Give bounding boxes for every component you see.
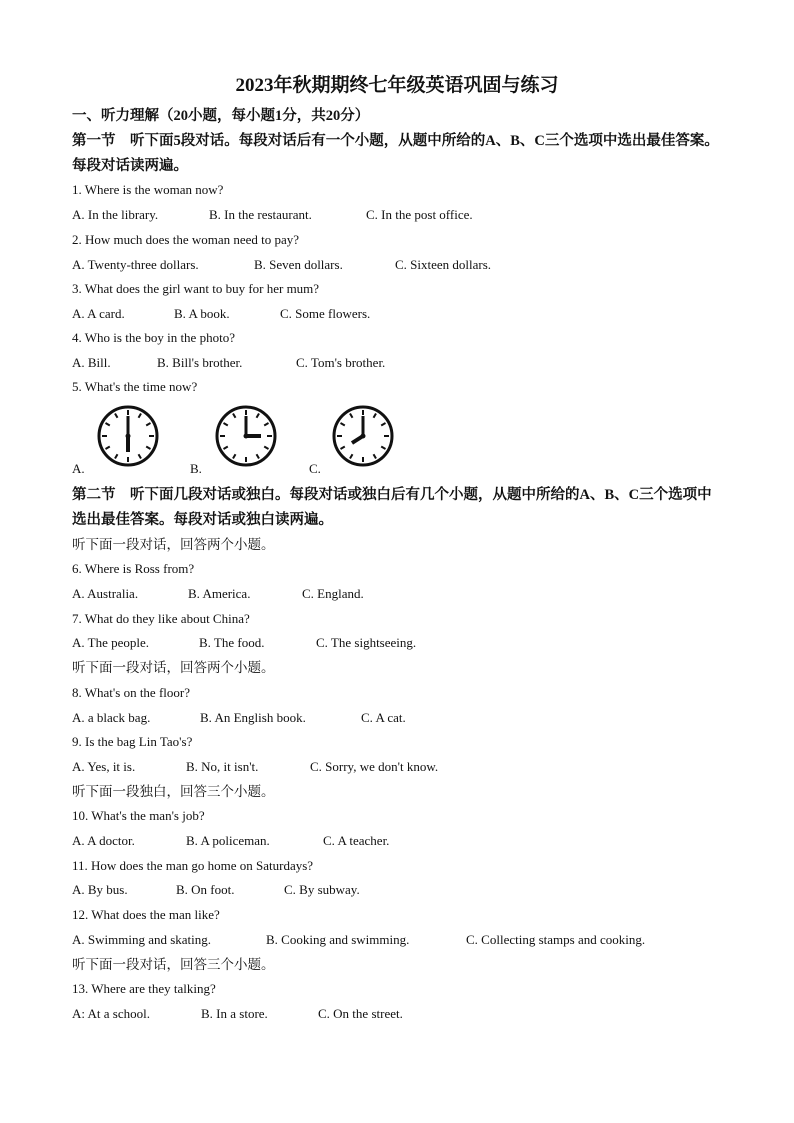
question-5: 5. What's the time now? <box>72 379 198 394</box>
option-c: C. Sorry, we don't know. <box>310 759 439 774</box>
question-3: 3. What does the girl want to buy for her mum? <box>72 281 320 296</box>
option-c: C. The sightseeing. <box>316 635 417 650</box>
option-b: B. No, it isn't. <box>186 759 259 774</box>
option-b: B. The food. <box>199 635 265 650</box>
option-a: A. Australia. <box>72 586 139 601</box>
option-b: B. Bill's brother. <box>157 355 243 370</box>
question-10: 10. What's the man's job? <box>72 808 205 823</box>
option-c: C. <box>309 461 321 476</box>
clock-icon-eight <box>332 405 394 467</box>
question-6: 6. Where is Ross from? <box>72 561 195 576</box>
option-a: A. a black bag. <box>72 710 151 725</box>
instruction: 听下面一段对话，回答两个小题。 <box>72 660 275 675</box>
question-2: 2. How much does the woman need to pay? <box>72 232 300 247</box>
option-b: B. A book. <box>174 306 230 321</box>
part-heading: 一、听力理解（20小题，每小题1分，共20分） <box>72 108 370 124</box>
option-c: C. England. <box>302 586 364 601</box>
option-c: C. A teacher. <box>323 833 390 848</box>
option-a: A: At a school. <box>72 1006 150 1021</box>
instruction: 听下面一段对话，回答三个小题。 <box>72 957 275 972</box>
option-c: C. A cat. <box>361 710 406 725</box>
option-c: C. Some flowers. <box>280 306 371 321</box>
option-b: B. Seven dollars. <box>254 257 343 272</box>
question-13: 13. Where are they talking? <box>72 981 216 996</box>
option-a: A. <box>72 461 85 476</box>
option-a: A. The people. <box>72 635 150 650</box>
clock-icon-three <box>215 405 277 467</box>
option-a: A. Yes, it is. <box>72 759 136 774</box>
clock-options <box>72 405 472 477</box>
instruction: 听下面一段独白，回答三个小题。 <box>72 784 275 799</box>
option-a: A. Bill. <box>72 355 111 370</box>
page-title: 2023年秋期期终七年级英语巩固与练习 <box>235 75 559 96</box>
question-11: 11. How does the man go home on Saturdays? <box>72 858 314 873</box>
option-c: C. By subway. <box>284 882 360 897</box>
option-a: A. A doctor. <box>72 833 135 848</box>
option-a: A. Twenty-three dollars. <box>72 257 199 272</box>
instruction: 听下面一段对话，回答两个小题。 <box>72 537 275 552</box>
option-c: C. Tom's brother. <box>296 355 386 370</box>
question-1: 1. Where is the woman now? <box>72 182 224 197</box>
section-2-heading: 第二节 听下面几段对话或独白。每段对话或独白后有几个小题，从题中所给的A、B、C三个选项中选出最佳答案。每段对话或独白读两遍。 <box>72 487 712 528</box>
option-c: C. Collecting stamps and cooking. <box>466 932 646 947</box>
question-4: 4. Who is the boy in the photo? <box>72 330 235 345</box>
option-a: A. Swimming and skating. <box>72 932 212 947</box>
option-b: B. On foot. <box>176 882 235 897</box>
option-b: B. America. <box>188 586 251 601</box>
option-a: A. A card. <box>72 306 125 321</box>
option-b: B. An English book. <box>200 710 306 725</box>
option-c: C. On the street. <box>318 1006 403 1021</box>
option-b: B. In the restaurant. <box>209 207 312 222</box>
option-b: B. A policeman. <box>186 833 270 848</box>
option-c: C. Sixteen dollars. <box>395 257 492 272</box>
clock-icon-six <box>97 405 159 467</box>
section-1-heading: 第一节 听下面5段对话。每段对话后有一个小题，从题中所给的A、B、C三个选项中选出最佳答案。每段对话读两遍。 <box>72 133 719 174</box>
option-a: A. In the library. <box>72 207 159 222</box>
option-b: B. <box>190 461 202 476</box>
question-7: 7. What do they like about China? <box>72 611 250 626</box>
question-8: 8. What's on the floor? <box>72 685 190 700</box>
option-c: C. In the post office. <box>366 207 473 222</box>
question-9: 9. Is the bag Lin Tao's? <box>72 734 193 749</box>
option-a: A. By bus. <box>72 882 128 897</box>
option-b: B. Cooking and swimming. <box>266 932 410 947</box>
option-b: B. In a store. <box>201 1006 268 1021</box>
question-12: 12. What does the man like? <box>72 907 220 922</box>
